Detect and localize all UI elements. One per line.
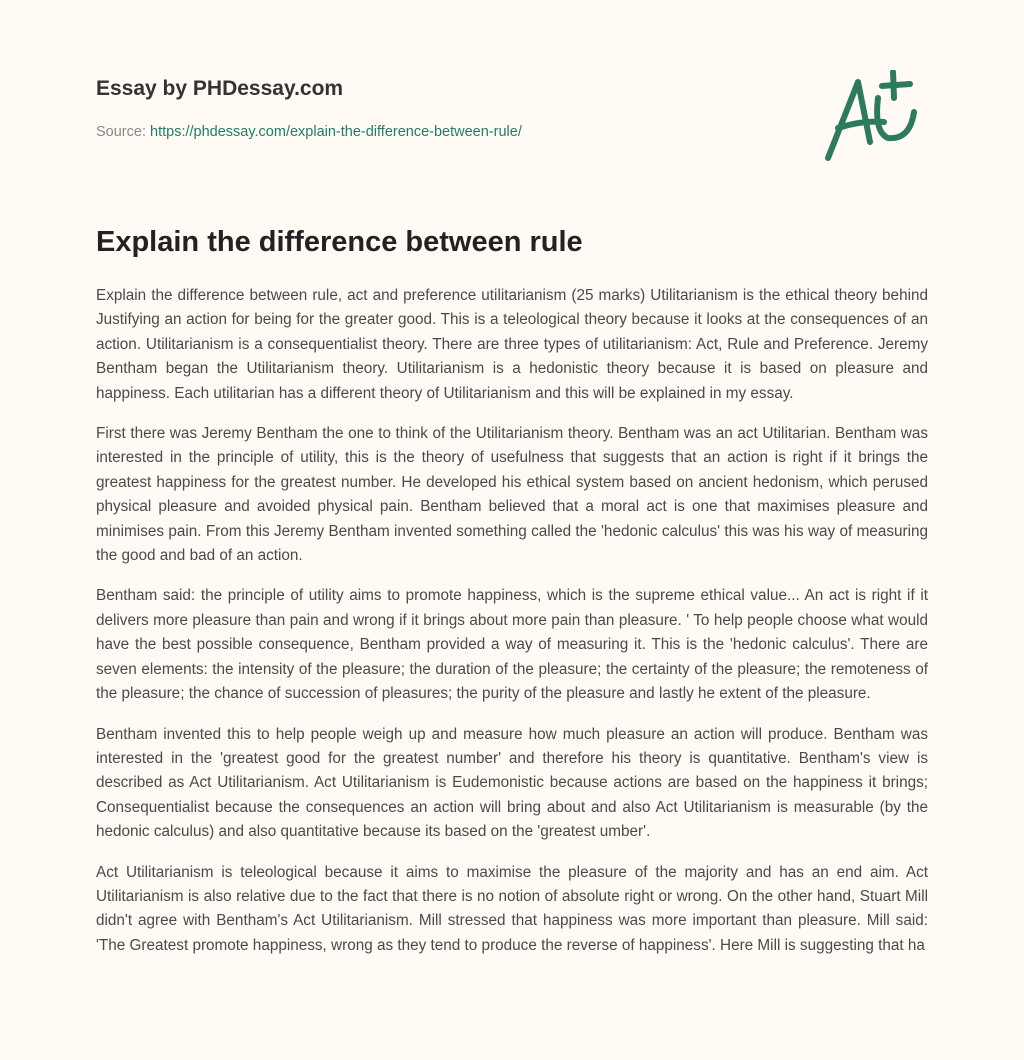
a-plus-logo-icon	[818, 70, 928, 165]
paragraph: Bentham said: the principle of utility aims to promote happiness, which is the supreme ethical value... An act is right if it delivers more pleasure than pain and wrong if it brings about more pain than pleasure. ' To help people choose what would have the best possible consequence, Bentham provided a way of measuring it. This is the 'hedonic calculus'. There are seven elements: the intensity of the pleasure; the duration of the pleasure; the certainty of the pleasure; the remoteness of the pleasure; the chance of succession of pleasures; the purity of the pleasure and lastly he extent of the pleasure.	[96, 587, 928, 703]
source-link[interactable]: https://phdessay.com/explain-the-difference-between-rule/	[150, 124, 522, 140]
paragraph: Bentham invented this to help people weigh up and measure how much pleasure an action will produce. Bentham was interested in the 'greatest good for the greatest number' and therefore his theory is quantitative. Bentham's view is described as Act Utilitarianism. Act Utilitarianism is Eudemonistic because actions are based on the happiness it brings; Consequentialist because the consequences an action will bring about and also Act Utilitarianism is measurable (by the hedonic calculus) and also quantitative because its based on the 'greatest umber'.	[96, 725, 928, 841]
source-line	[96, 124, 522, 140]
brand-title: Essay by PHDessay.com	[96, 77, 344, 100]
paragraph: First there was Jeremy Bentham the one to think of the Utilitarianism theory. Bentham was an act Utilitarian. Bentham was interested in the principle of utility, this is the theory of usefulness that suggests that an action is right if it brings the greatest happiness for the greatest number. He developed his ethical system based on ancient hedonism, which perused physical pleasure and avoided physical pain. Bentham believed that a moral act is one that maximises pleasure and minimises pain. From this Jeremy Bentham invented something called the 'hedonic calculus' this was his way of measuring the good and bad of an action.	[96, 425, 928, 565]
essay-body	[96, 284, 928, 974]
page-title: Explain the difference between rule	[96, 226, 583, 258]
source-label: Source:	[96, 124, 146, 140]
paragraph: Explain the difference between rule, act and preference utilitarianism (25 marks) Utilitarianism is the ethical theory behind Justifying an action for being for the greater good. This is a teleological theory because it looks at the consequences of an action. Utilitarianism is a consequentialist theory. There are three types of utilitarianism: Act, Rule and Preference. Jeremy Bentham began the Utilitarianism theory. Utilitarianism is a hedonistic theory because it is based on pleasure and happiness. Each utilitarian has a different theory of Utilitarianism and this will be explained in my essay.	[96, 287, 928, 402]
paragraph: Act Utilitarianism is teleological because it aims to maximise the pleasure of the majority and has an end aim. Act Utilitarianism is also relative due to the fact that there is no notion of absolute right or wrong. On the other hand, Stuart Mill didn't agree with Bentham's Act Utilitarianism. Mill stressed that happiness was more important than pleasure. Mill said: 'The Greatest promote happiness, wrong as they tend to produce the reverse of happiness'. Here Mill is suggesting that ha	[96, 863, 928, 954]
